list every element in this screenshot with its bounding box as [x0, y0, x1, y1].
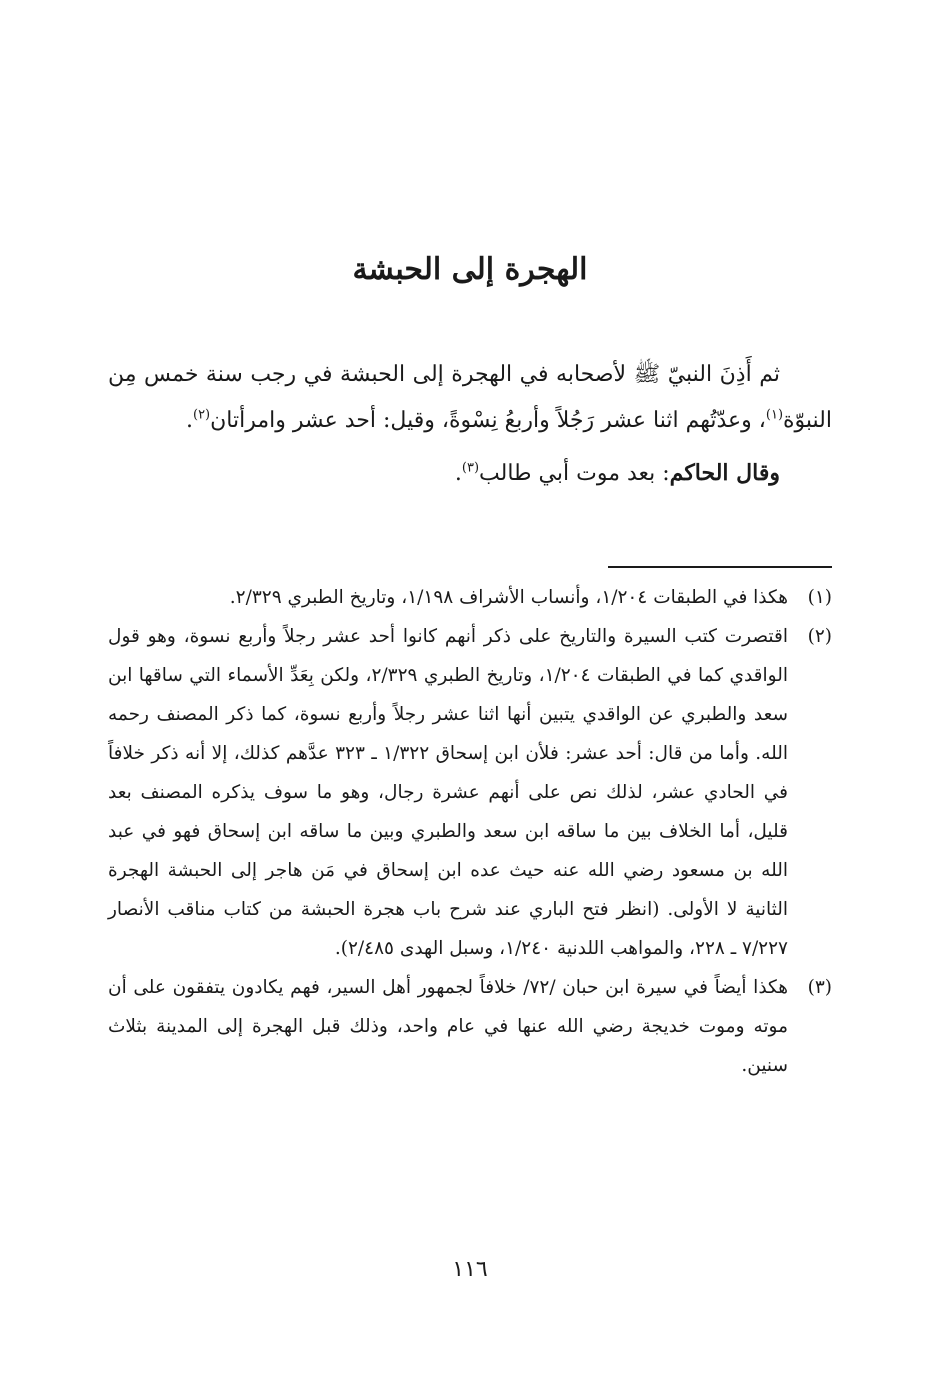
paragraph-end: . [185, 408, 193, 433]
page-number: ١١٦ [452, 1257, 488, 1282]
footnotes-section [108, 578, 832, 1085]
main-paragraph-migration [108, 352, 832, 444]
main-text [108, 352, 832, 497]
paragraph-text: ثم أَذِنَ النبيّ ﷺ لأصحابه في الهجرة إلى الحبشة في رجب سنة خمس مِن النبوّة [108, 362, 832, 433]
footnote-ref-1[interactable]: (١) [765, 407, 784, 423]
footnote-ref-3[interactable]: (٣) [461, 460, 480, 476]
main-paragraph-hakim [108, 450, 832, 497]
chapter-title: الهجرة إلى الحبشة [352, 252, 588, 287]
paragraph-text-continued: ، وعدّتُهم اثنا عشر رَجُلاً وأربعُ نِسْوةً، وقيل: أحد عشر وامرأتان [210, 408, 766, 433]
footnote-2 [108, 617, 832, 968]
footnote-number: (١) [807, 587, 832, 608]
footnote-divider [608, 566, 832, 568]
footnote-text: اقتصرت كتب السيرة والتاريخ على ذكر أنهم كانوا أحد عشر رجلاً وأربع نسوة، وهو قول الواقدي كما في الطبقات ١/٢٠٤، وتاريخ الطبري ٢/٣٢٩، ولكن بِعَدِّ الأسماء التي ساقها ابن سعد والطبري عن الواقدي يتبين أنها اثنا عشر رجلاً وأربع نسوة، كما ذكر المصنف رحمه الله. وأما من قال: أحد عشر: فلأن ابن إسحاق ١/٣٢٢ ـ ٣٢٣ عدَّهم كذلك، إلا أنه ذكر خلافاً في الحادي عشر، لذلك نص على أنهم عشرة رجال، وهو ما سوف يذكره المصنف بعد قليل، أما الخلاف بين ما ساقه ابن سعد والطبري وبين ما ساقه ابن إسحاق فهو في عبد الله بن مسعود رضي الله عنه حيث عده ابن إسحاق في مَن هاجر إلى الحبشة الهجرة الثانية لا الأولى. (انظر فتح الباري عند شرح باب هجرة الحبشة من كتاب مناقب الأنصار ٧/٢٢٧ ـ ٢٢٨، والمواهب اللدنية ١/٢٤٠، وسبل الهدى ٢/٤٨٥). [108, 626, 788, 959]
footnote-3 [108, 968, 832, 1085]
footnote-ref-2[interactable]: (٢) [192, 407, 211, 423]
footnote-number: (٢) [807, 626, 832, 647]
footnote-number: (٣) [807, 977, 832, 998]
footnote-1 [108, 578, 832, 617]
paragraph-text: : بعد موت أبي طالب [479, 461, 670, 486]
paragraph-end: . [454, 461, 462, 486]
footnote-text: هكذا في الطبقات ١/٢٠٤، وأنساب الأشراف ١/١٩٨، وتاريخ الطبري ٢/٣٢٩. [229, 587, 788, 608]
footnote-text: هكذا أيضاً في سيرة ابن حبان /٧٢/ خلافاً لجمهور أهل السير، فهم يكادون يتفقون على أن موته وموت خديجة رضي الله عنها في عام واحد، وذلك قبل الهجرة إلى المدينة بثلاث سنين. [108, 977, 788, 1076]
speaker-label: وقال الحاكم [669, 460, 780, 486]
